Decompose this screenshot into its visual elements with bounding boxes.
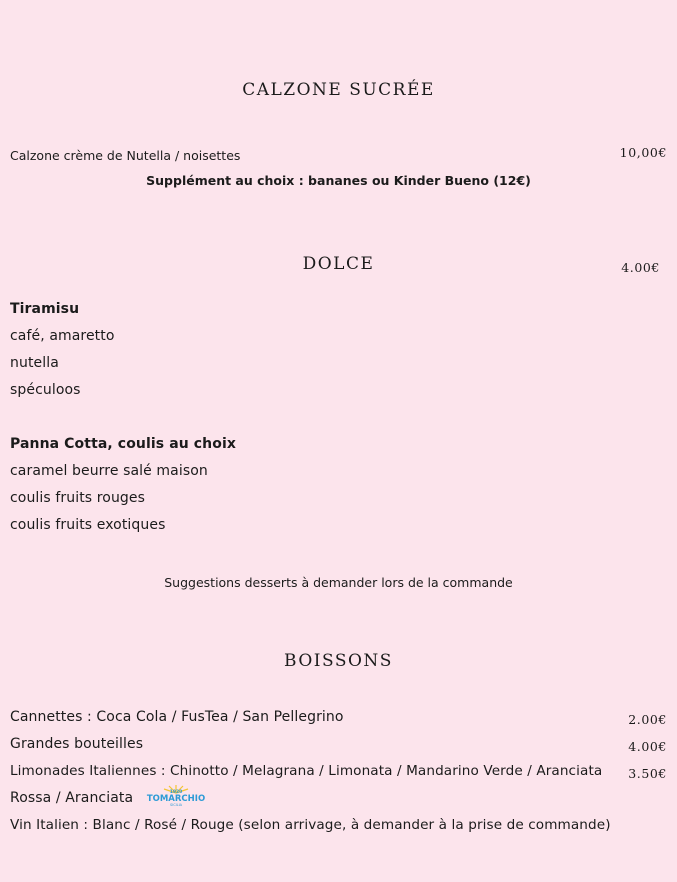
drink-price: 4.00€	[628, 739, 667, 754]
drink-item: Vin Italien : Blanc / Rosé / Rouge (selon arrivage, à demander à la prise de commande)	[10, 817, 611, 833]
tiramisu-flavor: nutella	[10, 355, 59, 371]
logo-year: 1920	[169, 790, 183, 795]
drink-item: Cannettes : Coca Cola / FusTea / San Pellegrino	[10, 709, 344, 725]
drink-price: 3.50€	[628, 766, 667, 781]
panna-cotta-flavor: coulis fruits rouges	[10, 490, 146, 506]
panna-cotta-name: Panna Cotta, coulis au choix	[10, 436, 236, 452]
logo-sub: SICILIA	[169, 803, 183, 807]
logo-brand: TOMARCHIO	[146, 794, 206, 804]
calzone-supplement: Supplément au choix : bananes ou Kinder Bueno (12€)	[146, 173, 531, 188]
tiramisu-name: Tiramisu	[10, 301, 80, 317]
dolce-heading: DOLCE	[302, 254, 375, 274]
tiramisu-flavor: spéculoos	[10, 382, 81, 398]
calzone-item: Calzone crème de Nutella / noisettes	[10, 148, 241, 163]
boissons-heading: BOISSONS	[284, 651, 393, 671]
panna-cotta-flavor: coulis fruits exotiques	[10, 517, 166, 533]
panna-cotta-flavor: caramel beurre salé maison	[10, 463, 208, 479]
dolce-price: 4.00€	[621, 260, 660, 275]
dessert-suggestion: Suggestions desserts à demander lors de la commande	[164, 575, 513, 590]
drink-item-continued: Rossa / Aranciata	[10, 790, 134, 806]
tomarchio-logo-icon	[146, 784, 206, 810]
drink-item: Limonades Italiennes : Chinotto / Melagrana / Limonata / Mandarino Verde / Aranciata	[10, 763, 603, 779]
calzone-price: 10,00€	[619, 145, 667, 160]
calzone-heading: CALZONE SUCRÉE	[242, 80, 435, 100]
drink-price: 2.00€	[628, 712, 667, 727]
tiramisu-flavor: café, amaretto	[10, 328, 115, 344]
drink-item: Grandes bouteilles	[10, 736, 144, 752]
